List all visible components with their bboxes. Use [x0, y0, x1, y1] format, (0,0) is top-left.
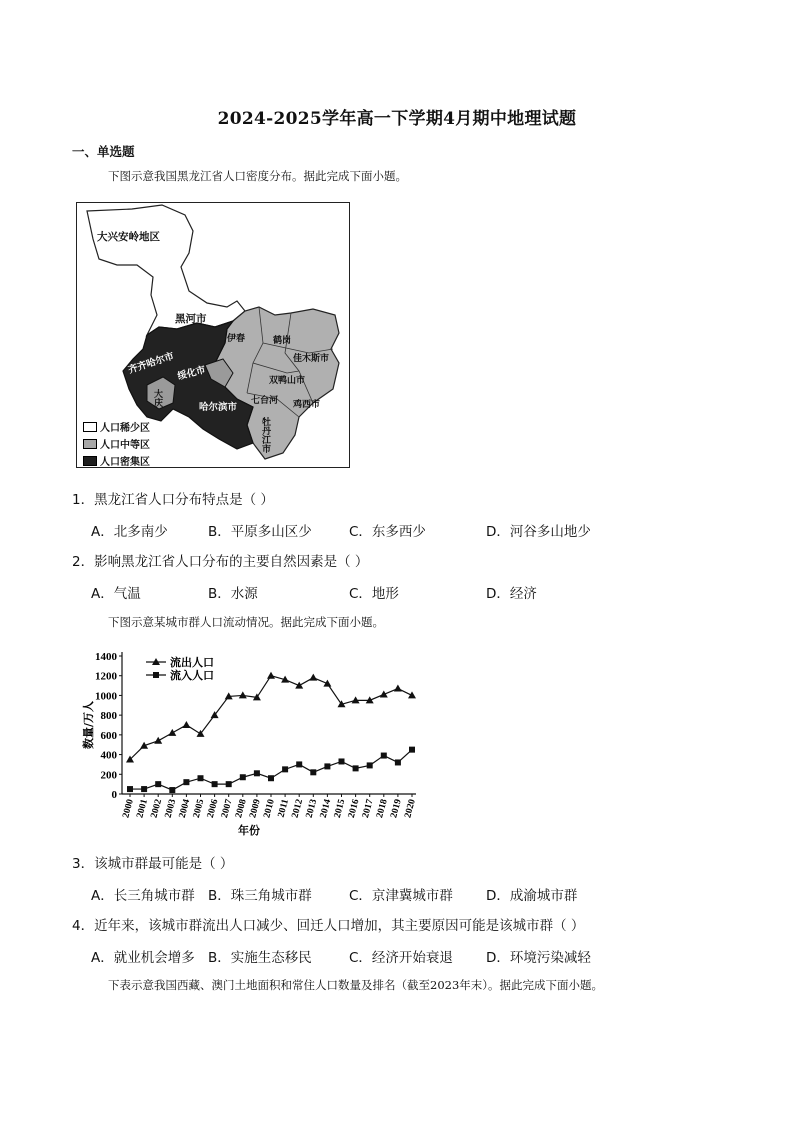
x-tick-label: 2010 [262, 798, 277, 820]
y-axis-label: 数量/万人 [82, 700, 95, 750]
intro-text-2: 下图示意某城市群人口流动情况。据此完成下面小题。 [108, 615, 384, 629]
question-1-stem: 1．黑龙江省人口分布特点是（ ） [72, 492, 274, 508]
point-outflow [380, 690, 388, 697]
question-2-stem: 2．影响黑龙江省人口分布的主要自然因素是（ ） [72, 554, 369, 570]
x-tick-label: 2014 [318, 798, 334, 820]
point-outflow [309, 674, 317, 681]
y-tick-label: 800 [100, 710, 117, 723]
x-tick-label: 2018 [375, 798, 390, 820]
y-tick-label: 400 [100, 749, 117, 762]
q4-option-a[interactable]: A．就业机会增多 [91, 950, 195, 966]
q2-option-b[interactable]: B．水源 [208, 586, 258, 602]
q2-option-a[interactable]: A．气温 [91, 586, 141, 602]
y-tick-label: 1200 [95, 670, 117, 683]
question-4-stem: 4．近年来，该城市群流出人口减少、回迁人口增加，其主要原因可能是该城市群（ ） [72, 918, 585, 934]
q2-option-c[interactable]: C．地形 [349, 586, 399, 602]
label-daqing: 大庆 [152, 389, 162, 407]
point-inflow [310, 769, 316, 775]
point-inflow [212, 781, 218, 787]
point-inflow [198, 775, 204, 781]
legend-sparse [83, 419, 150, 434]
label-heihe: 黑河市 [175, 313, 207, 325]
y-tick-label: 200 [100, 769, 117, 782]
label-jiamusi: 佳木斯市 [293, 354, 330, 364]
section-heading: 一、单选题 [72, 144, 135, 159]
legend-dense [83, 453, 150, 468]
heilongjiang-population-map [76, 202, 350, 468]
legend-marker-inflow [153, 672, 159, 678]
label-hegang: 鹤岗 [273, 336, 292, 346]
page-title: 2024-2025学年高一下学期4月期中地理试题 [217, 109, 577, 129]
point-inflow [409, 747, 415, 753]
x-tick-label: 2008 [234, 798, 249, 820]
point-outflow [154, 737, 162, 744]
point-inflow [324, 763, 330, 769]
point-inflow [254, 770, 260, 776]
chart-legend [146, 655, 214, 682]
x-tick-label: 2017 [361, 798, 376, 820]
region-sparse [87, 205, 245, 335]
x-tick-label: 2012 [290, 798, 306, 820]
q4-option-b[interactable]: B．实施生态移民 [208, 950, 312, 966]
y-tick-label: 0 [111, 789, 117, 801]
q4-option-c[interactable]: C．经济开始衰退 [349, 950, 453, 966]
x-tick-label: 2020 [403, 798, 418, 820]
series-line-1 [130, 750, 412, 790]
label-jixi: 鸡西市 [293, 400, 321, 410]
q3-option-b[interactable]: B．珠三角城市群 [208, 888, 312, 904]
legend-label-0: 流出人口 [170, 656, 214, 669]
q3-option-c[interactable]: C．京津冀城市群 [349, 888, 453, 904]
q3-option-d[interactable]: D．成渝城市群 [486, 888, 578, 904]
x-tick-label: 2000 [121, 798, 136, 820]
x-tick-label: 2015 [332, 798, 348, 820]
point-outflow [408, 691, 416, 698]
q1-option-c[interactable]: C．东多西少 [349, 524, 426, 540]
x-tick-label: 2002 [149, 798, 165, 820]
q1-option-b[interactable]: B．平原多山区少 [208, 524, 312, 540]
x-tick-label: 2006 [205, 798, 221, 820]
q2-option-d[interactable]: D．经济 [486, 586, 537, 602]
point-inflow [226, 781, 232, 787]
x-tick-label: 2007 [220, 798, 235, 820]
point-outflow [394, 685, 402, 692]
legend-swatch-sparse [83, 422, 97, 432]
point-inflow [169, 787, 175, 793]
legend-medium [83, 436, 150, 451]
point-inflow [268, 775, 274, 781]
series-line-0 [130, 676, 412, 760]
legend-label-medium: 人口中等区 [100, 440, 150, 451]
label-shuangyashan: 双鸭山市 [269, 376, 306, 386]
point-inflow [155, 781, 161, 787]
point-inflow [296, 761, 302, 767]
x-tick-label: 2003 [163, 798, 179, 820]
label-suihua: 绥化市 [176, 364, 207, 383]
x-tick-label: 2016 [346, 798, 362, 820]
point-inflow [381, 753, 387, 759]
legend-swatch-medium [83, 439, 97, 449]
legend-label-dense: 人口密集区 [100, 457, 150, 468]
x-tick-label: 2005 [191, 798, 207, 820]
q1-option-a[interactable]: A．北多南少 [91, 524, 168, 540]
label-harbin: 哈尔滨市 [199, 402, 238, 413]
chart-axes [81, 651, 418, 837]
x-tick-label: 2009 [248, 798, 263, 820]
x-tick-label: 2019 [389, 798, 404, 820]
map-legend [83, 419, 150, 468]
x-tick-label: 2011 [276, 798, 291, 819]
label-qitaihe: 七台河 [251, 396, 279, 406]
y-tick-label: 600 [100, 729, 117, 742]
point-outflow [182, 721, 190, 728]
x-tick-label: 2001 [135, 798, 150, 820]
y-tick-label: 1000 [95, 690, 117, 703]
point-outflow [267, 672, 275, 679]
point-outflow [295, 682, 303, 689]
legend-label-sparse: 人口稀少区 [100, 423, 150, 434]
point-inflow [240, 774, 246, 780]
point-inflow [141, 786, 147, 792]
point-inflow [282, 766, 288, 772]
q3-option-a[interactable]: A．长三角城市群 [91, 888, 195, 904]
x-tick-label: 2004 [177, 798, 193, 820]
q1-option-d[interactable]: D．河谷多山地少 [486, 524, 591, 540]
legend-swatch-dense [83, 456, 97, 466]
label-yichun: 伊春 [227, 334, 246, 344]
intro-text-3: 下表示意我国西藏、澳门土地面积和常住人口数量及排名（截至2023年末）。据此完成下面小题。 [108, 978, 604, 992]
point-inflow [127, 786, 133, 792]
x-axis-label: 年份 [238, 824, 260, 837]
point-outflow [323, 680, 331, 687]
question-3-stem: 3．该城市群最可能是（ ） [72, 856, 234, 872]
point-outflow [168, 729, 176, 736]
point-inflow [353, 765, 359, 771]
q4-option-d[interactable]: D．环境污染减轻 [486, 950, 591, 966]
population-flow-chart [76, 644, 426, 840]
point-inflow [367, 762, 373, 768]
label-daxinganling: 大兴安岭地区 [97, 231, 160, 243]
point-outflow [239, 691, 247, 698]
legend-label-1: 流入人口 [170, 669, 214, 682]
point-inflow [339, 758, 345, 764]
point-inflow [183, 779, 189, 785]
x-tick-label: 2013 [304, 798, 320, 820]
label-qiqihar: 齐齐哈尔市 [126, 350, 176, 376]
label-mudanjiang: 牡丹江市 [260, 417, 270, 453]
point-inflow [395, 759, 401, 765]
intro-text-1: 下图示意我国黑龙江省人口密度分布。据此完成下面小题。 [108, 169, 407, 183]
y-tick-label: 1400 [95, 651, 117, 663]
chart-series [126, 672, 416, 793]
